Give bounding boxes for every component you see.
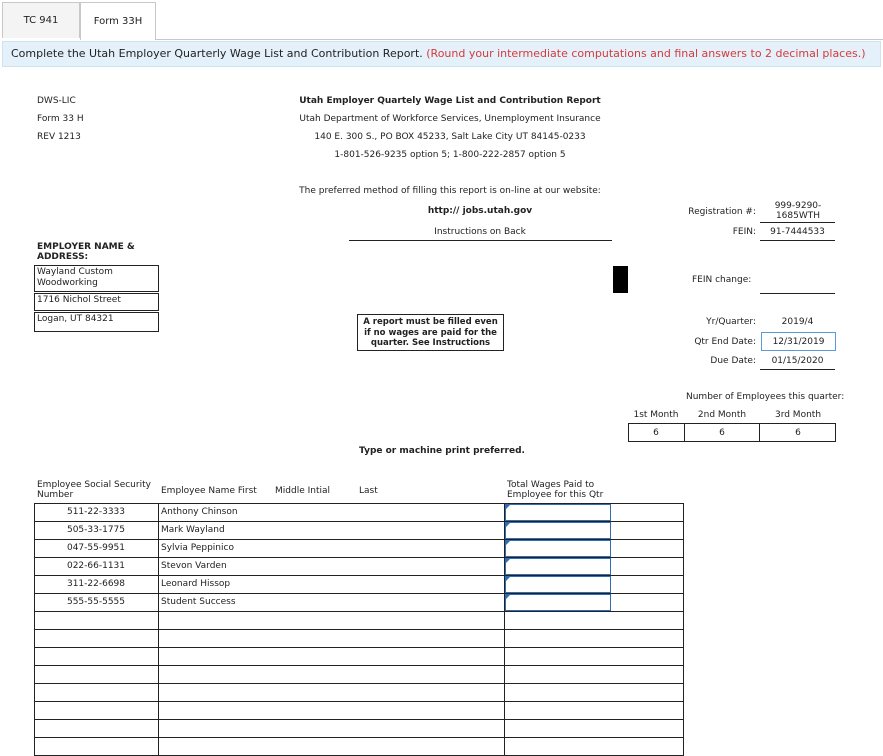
ssn-header: Employee Social Security Number bbox=[37, 480, 151, 500]
table-row bbox=[34, 593, 684, 611]
due-date-value: 01/15/2020 bbox=[771, 356, 824, 366]
table-row bbox=[34, 611, 684, 629]
form-code: DWS-LIC bbox=[37, 96, 76, 106]
wages-input[interactable] bbox=[505, 504, 611, 522]
form-revision: REV 1213 bbox=[37, 132, 81, 142]
month-1-label: 1st Month bbox=[633, 410, 679, 420]
table-row bbox=[34, 701, 684, 719]
ssn-cell: 511-22-3333 bbox=[66, 507, 126, 517]
ssn-cell bbox=[34, 612, 158, 630]
instructions-underline bbox=[349, 240, 612, 241]
first-name-cell bbox=[161, 630, 501, 648]
registration-underline bbox=[760, 222, 835, 223]
qtr-end-value: 12/31/2019 bbox=[772, 337, 825, 347]
ssn-cell bbox=[34, 684, 158, 702]
first-name-cell bbox=[161, 666, 501, 684]
form-number: Form 33 H bbox=[37, 114, 84, 124]
first-name-cell: Leonard Hissop bbox=[161, 579, 231, 589]
table-row bbox=[34, 539, 684, 557]
ssn-cell bbox=[34, 648, 158, 666]
employees-count-label: Number of Employees this quarter: bbox=[686, 392, 845, 402]
website-link[interactable]: http:// jobs.utah.gov bbox=[427, 206, 533, 216]
due-date-label: Due Date: bbox=[710, 356, 756, 366]
wages-input[interactable] bbox=[505, 576, 611, 594]
wages-input[interactable] bbox=[505, 522, 611, 540]
employer-city: Logan, UT 84321 bbox=[34, 312, 159, 332]
ssn-cell bbox=[34, 630, 158, 648]
registration-value: 999-9290-1685WTH bbox=[774, 201, 822, 221]
table-row bbox=[34, 521, 684, 539]
first-name-cell bbox=[161, 684, 501, 702]
instruction-banner bbox=[2, 41, 881, 67]
table-row bbox=[34, 737, 684, 755]
employer-street: 1716 Nichol Street bbox=[34, 293, 159, 311]
department: Utah Department of Workforce Services, Unemployment Insurance bbox=[299, 114, 601, 124]
ssn-divider bbox=[158, 503, 159, 755]
tab-tc941[interactable] bbox=[2, 2, 80, 38]
fein-change-label: FEIN change: bbox=[692, 275, 752, 285]
yr-quarter-value: 2019/4 bbox=[781, 317, 814, 327]
ssn-cell: 505-33-1775 bbox=[66, 525, 126, 535]
tab-label: Form 33H bbox=[93, 16, 143, 27]
cell-marker-icon bbox=[506, 523, 510, 527]
table-row bbox=[34, 629, 684, 647]
table-row bbox=[34, 557, 684, 575]
table-row bbox=[34, 575, 684, 593]
tab-form33h[interactable] bbox=[80, 2, 156, 40]
first-name-cell: Stevon Varden bbox=[161, 561, 227, 571]
last-name-header: Last bbox=[359, 486, 378, 496]
qtr-end-label: Qtr End Date: bbox=[694, 337, 756, 347]
ssn-cell bbox=[34, 738, 158, 756]
report-title: Utah Employer Quartely Wage List and Contribution Report bbox=[299, 96, 601, 106]
month-3-label: 3rd Month bbox=[774, 410, 822, 420]
month-3-count[interactable]: 6 bbox=[795, 428, 801, 438]
table-left-border bbox=[34, 503, 35, 755]
wages-input[interactable] bbox=[505, 594, 611, 612]
employer-label: EMPLOYER NAME & ADDRESS: bbox=[37, 242, 135, 262]
cell-marker-icon bbox=[506, 595, 510, 599]
last-divider bbox=[504, 503, 505, 755]
first-name-cell: Anthony Chinson bbox=[161, 507, 238, 517]
wages-input[interactable] bbox=[505, 540, 611, 558]
preferred-method: The preferred method of filling this report is on-line at our website: bbox=[299, 186, 601, 196]
first-name-cell bbox=[161, 720, 501, 738]
ssn-cell: 047-55-9951 bbox=[66, 543, 126, 553]
employer-name: Wayland Custom Woodworking bbox=[34, 265, 159, 292]
ssn-cell: 555-55-5555 bbox=[66, 597, 126, 607]
first-name-cell bbox=[161, 738, 501, 756]
table-row bbox=[34, 683, 684, 701]
yr-quarter-label: Yr/Quarter: bbox=[706, 317, 756, 327]
notice-text: A report must be filled even if no wages are paid for the quarter. See Instructions bbox=[363, 317, 498, 348]
fein-label: FEIN: bbox=[732, 227, 756, 237]
notice-box bbox=[357, 314, 504, 351]
month-1-count[interactable]: 6 bbox=[653, 428, 659, 438]
first-name-cell bbox=[161, 648, 501, 666]
table-row bbox=[34, 647, 684, 665]
ssn-cell bbox=[34, 702, 158, 720]
black-marker bbox=[613, 266, 628, 293]
first-name-cell bbox=[161, 612, 501, 630]
instructions-on-back: Instructions on Back bbox=[434, 227, 526, 237]
table-row bbox=[34, 503, 684, 521]
fein-change-underline[interactable] bbox=[760, 293, 835, 294]
month-2-count[interactable]: 6 bbox=[719, 428, 725, 438]
fein-underline bbox=[760, 240, 835, 241]
wages-header: Total Wages Paid to Employee for this Qtr bbox=[507, 480, 604, 500]
type-note: Type or machine print preferred. bbox=[359, 446, 525, 456]
ssn-cell bbox=[34, 666, 158, 684]
table-right-border bbox=[683, 503, 684, 755]
ssn-cell: 311-22-6698 bbox=[66, 579, 126, 589]
qtr-end-field[interactable] bbox=[761, 332, 836, 351]
registration-label: Registration #: bbox=[688, 207, 756, 217]
banner-instruction: Complete the Utah Employer Quarterly Wage List and Contribution Report. bbox=[11, 47, 423, 60]
phone-numbers: 1-801-526-9235 option 5; 1-800-222-2857 option 5 bbox=[334, 150, 566, 160]
tab-divider bbox=[156, 39, 883, 40]
tab-label: TC 941 bbox=[23, 15, 59, 26]
middle-initial-header: Middle Intial bbox=[275, 486, 330, 496]
first-name-header: Employee Name First bbox=[161, 486, 257, 496]
first-name-cell bbox=[161, 702, 501, 720]
fein-value: 91-7444533 bbox=[770, 227, 825, 237]
cell-marker-icon bbox=[506, 541, 510, 545]
first-name-cell: Sylvia Peppinico bbox=[161, 543, 234, 553]
department-address: 140 E. 300 S., PO BOX 45233, Salt Lake City UT 84145-0233 bbox=[314, 132, 586, 142]
month-2-label: 2nd Month bbox=[697, 410, 747, 420]
banner-rounding-note: (Round your intermediate computations and final answers to 2 decimal places.) bbox=[426, 47, 866, 60]
cell-marker-icon bbox=[506, 559, 510, 563]
wages-input[interactable] bbox=[505, 558, 611, 576]
first-name-cell: Mark Wayland bbox=[161, 525, 225, 535]
due-date-underline bbox=[760, 369, 835, 370]
cell-marker-icon bbox=[506, 577, 510, 581]
ssn-cell bbox=[34, 720, 158, 738]
table-row bbox=[34, 665, 684, 683]
first-name-cell: Student Success bbox=[161, 597, 236, 607]
cell-marker-icon bbox=[506, 505, 510, 509]
table-row bbox=[34, 719, 684, 737]
ssn-cell: 022-66-1131 bbox=[66, 561, 126, 571]
